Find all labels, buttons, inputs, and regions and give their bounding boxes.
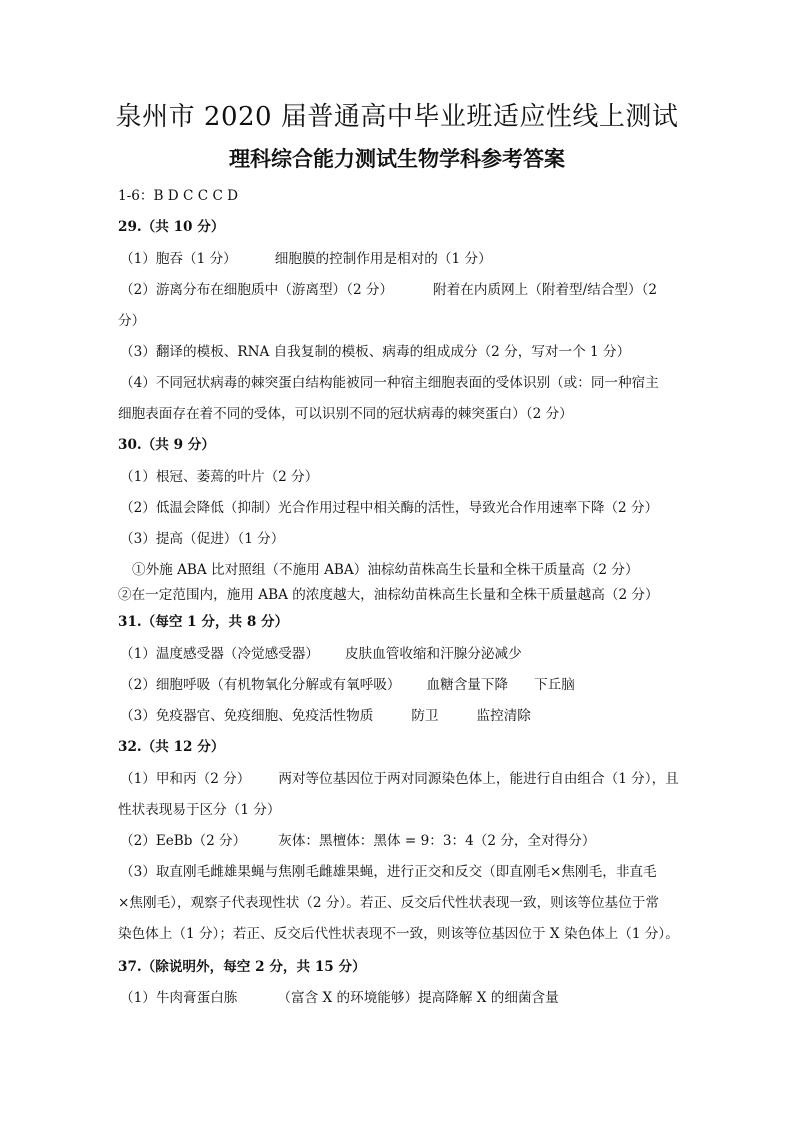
q37-answer-1a: （1）牛肉膏蛋白胨 (120, 990, 238, 1006)
q29-line-2-cont: 分） (118, 313, 146, 329)
q29-answer-2a: （2）游离分布在细胞质中（游离型）（2 分） (120, 282, 394, 298)
q29-answer-1b: 细胞膜的控制作用是相对的（1 分） (274, 251, 492, 267)
q37-line-1 (120, 988, 559, 1008)
q31-answer-2c: 下丘脑 (534, 677, 575, 693)
q29-line-4-cont: 细胞表面存在着不同的受体，可以识别不同的冠状病毒的棘突蛋白）（2 分） (118, 406, 573, 422)
q32-answer-2a: （2）EeBb（2 分） (120, 833, 247, 849)
page-title: 泉州市 2020 届普通高中毕业班适应性线上测试 (115, 102, 679, 132)
q29-line-1 (120, 249, 492, 269)
q29-answer-2b: 附着在内质网上（附着型/结合型）（2 (433, 282, 658, 298)
q32-heading: 32.（共 12 分） (118, 739, 225, 755)
q29-line-4: （4）不同冠状病毒的棘突蛋白结构能被同一种宿主细胞表面的受体识别（或：同一种宿主 (120, 375, 659, 391)
q30-line-3: （3）提高（促进）（1 分） (120, 531, 285, 547)
q30-line-1: （1）根冠、萎蔫的叶片（2 分） (120, 469, 319, 485)
q32-line-1 (120, 769, 679, 789)
q32-answer-1b: 两对等位基因位于两对同源染色体上，能进行自由组合（1 分），且 (278, 771, 679, 787)
q32-line-2 (120, 831, 595, 851)
q29-line-2 (120, 280, 657, 300)
q30-line-5: ②在一定范围内，施用 ABA 的浓度越大，油棕幼苗株高生长量和全株干质量越高（2 分） (118, 587, 659, 603)
q32-line-3-cont-2: 染色体上（1 分）；若正、反交后代性状表现不一致，则该等位基因位于 X 染色体上（1 分）。 (118, 926, 679, 942)
q31-answer-3a: （3）免疫器官、免疫细胞、免疫活性物质 (120, 708, 374, 724)
q29-answer-1a: （1）胞吞（1 分） (120, 251, 237, 267)
q37-answer-1b: （富含 X 的环境能够）提高降解 X 的细菌含量 (277, 990, 559, 1006)
q32-line-1-cont: 性状表现易于区分（1 分） (118, 802, 281, 818)
q32-line-3-cont-1: ×焦刚毛），观察子代表现性状（2 分）。若正、反交后代性状表现一致，则该等位基位于常 (118, 895, 659, 911)
q32-answer-2b: 灰体：黑檀体：黑体 = 9：3：4（2 分，全对得分） (278, 833, 596, 849)
q31-answer-1a: （1）温度感受器（冷觉感受器） (120, 646, 319, 662)
q32-answer-1a: （1）甲和丙（2 分） (120, 771, 251, 787)
q29-line-3: （3）翻译的模板、RNA 自我复制的模板、病毒的组成成分（2 分，写对一个 1 分） (120, 344, 631, 360)
q31-line-3 (120, 706, 531, 726)
q32-line-3: （3）取直刚毛雌雄果蝇与焦刚毛雌雄果蝇，进行正交和反交（即直刚毛×焦刚毛，非直毛 (120, 864, 657, 880)
q31-answer-1b: 皮肤血管收缩和汗腺分泌减少 (344, 646, 522, 662)
q30-line-2: （2）低温会降低（抑制）光合作用过程中相关酶的活性，导致光合作用速率下降（2 分） (120, 500, 659, 516)
q30-heading: 30.（共 9 分） (118, 437, 215, 453)
page-subtitle: 理科综合能力测试生物学科参考答案 (229, 146, 565, 171)
q31-answer-2b: 血糖含量下降 (426, 677, 509, 693)
q31-answer-2a: （2）细胞呼吸（有机物氧化分解或有氧呼吸） (120, 677, 401, 693)
q29-heading: 29.（共 10 分） (118, 219, 225, 235)
q31-answer-3c: 监控清除 (476, 708, 531, 724)
q31-line-1 (120, 644, 522, 664)
q31-answer-3b: 防卫 (411, 708, 439, 724)
q31-heading: 31.（每空 1 分，共 8 分） (118, 614, 289, 630)
mc-answers: 1-6：B D C C C D (118, 188, 239, 204)
q31-line-2 (120, 675, 575, 695)
q37-heading: 37.（除说明外，每空 2 分，共 15 分） (118, 959, 366, 975)
q30-line-4: ①外施 ABA 比对照组（不施用 ABA）油棕幼苗株高生长量和全株干质量高（2 分） (132, 562, 639, 578)
